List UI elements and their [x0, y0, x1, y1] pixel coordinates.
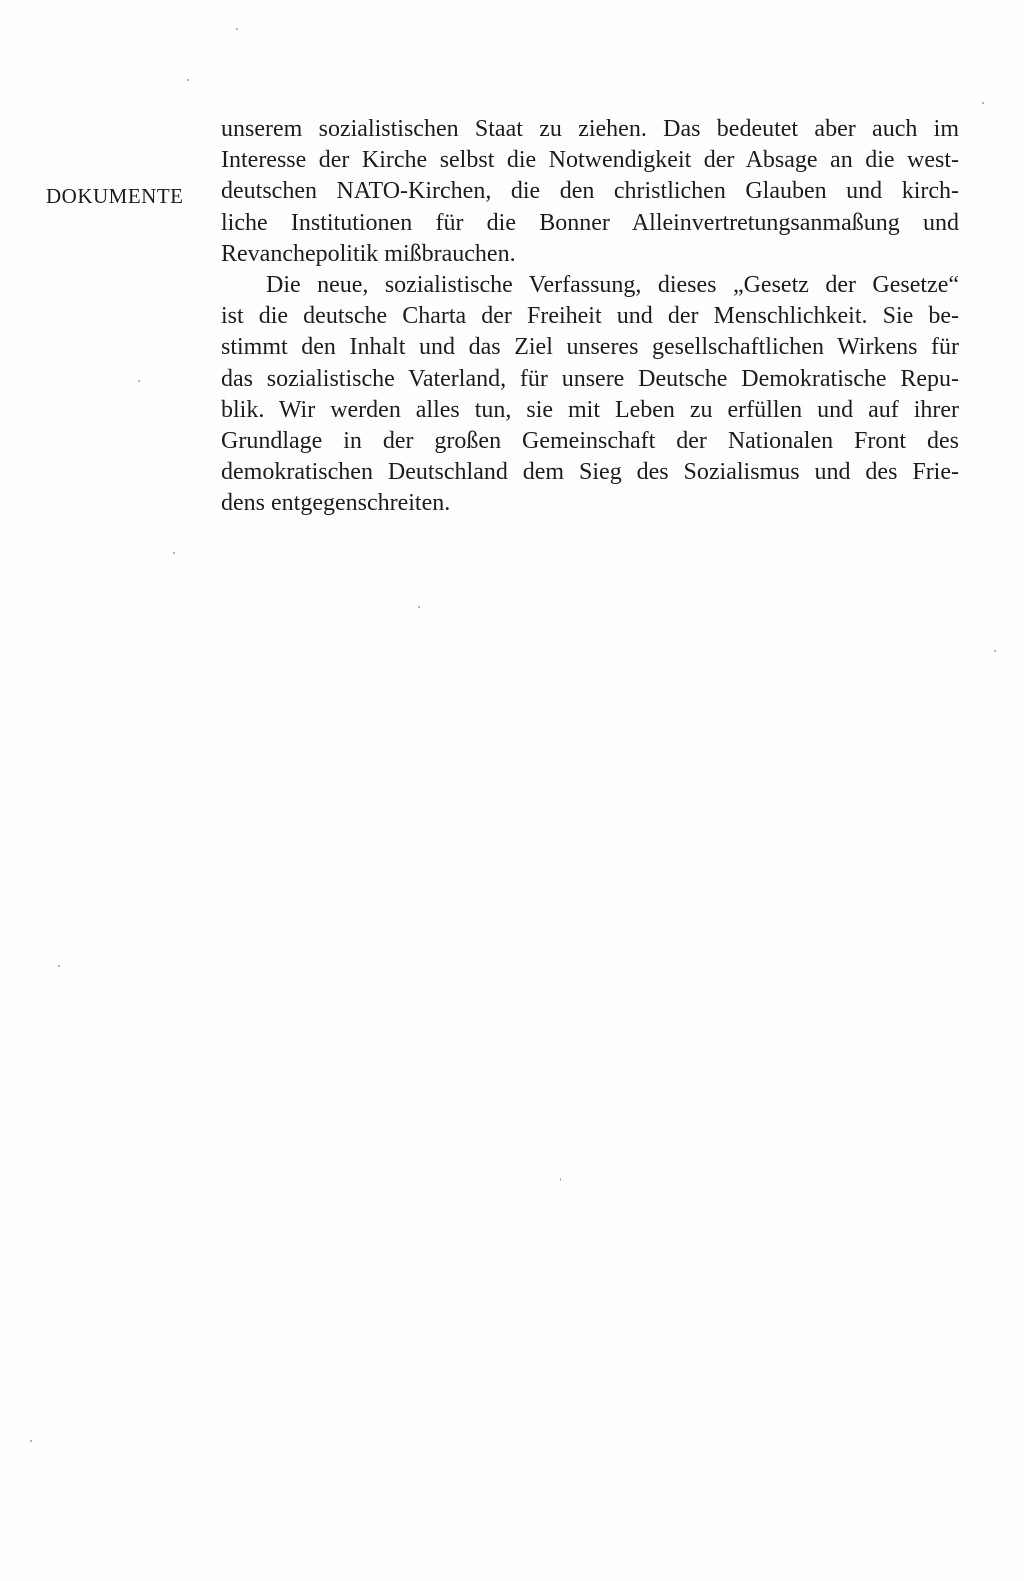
text-line: liche Institutionen für die Bonner Alleinvertretungsanmaßung und [221, 209, 959, 236]
text-line: demokratischen Deutschland dem Sieg des Sozialismus und des Frie- [221, 459, 959, 486]
paragraph-1 [221, 114, 959, 270]
paragraph-2 [221, 270, 959, 520]
text-line: stimmt den Inhalt und das Ziel unseres gesellschaftlichen Wirkens für [221, 334, 959, 361]
margin-section-label: DOKUMENTE [46, 184, 184, 208]
text-line: dens entgegenschreiten. [221, 490, 451, 517]
scan-speck [30, 1440, 32, 1442]
scan-speck [187, 79, 189, 81]
scan-speck [58, 965, 60, 967]
text-line: das sozialistische Vaterland, für unsere Deutsche Demokratische Repu- [221, 365, 959, 392]
text-line: unserem sozialistischen Staat zu ziehen. Das bedeutet aber auch im [221, 116, 959, 142]
scan-speck [236, 28, 238, 30]
scan-speck [138, 380, 140, 382]
scan-speck [560, 1178, 561, 1181]
text-line: blik. Wir werden alles tun, sie mit Leben zu erfüllen und auf ihrer [221, 396, 959, 423]
text-line: ist die deutsche Charta der Freiheit und der Menschlichkeit. Sie be- [221, 303, 959, 330]
body-text [221, 114, 959, 519]
text-line: Die neue, sozialistische Verfassung, dieses „Gesetz der Gesetze“ [266, 271, 959, 298]
text-line: Interesse der Kirche selbst die Notwendigkeit der Absage an die west- [221, 147, 959, 174]
scan-speck [173, 552, 175, 554]
scan-speck [982, 102, 984, 104]
scan-speck [418, 606, 420, 608]
text-line: Revanchepolitik mißbrauchen. [221, 240, 516, 267]
text-line: Grundlage in der großen Gemeinschaft der Nationalen Front des [221, 427, 959, 454]
scan-speck [994, 650, 996, 652]
text-line: deutschen NATO-Kirchen, die den christlichen Glauben und kirch- [221, 178, 959, 205]
